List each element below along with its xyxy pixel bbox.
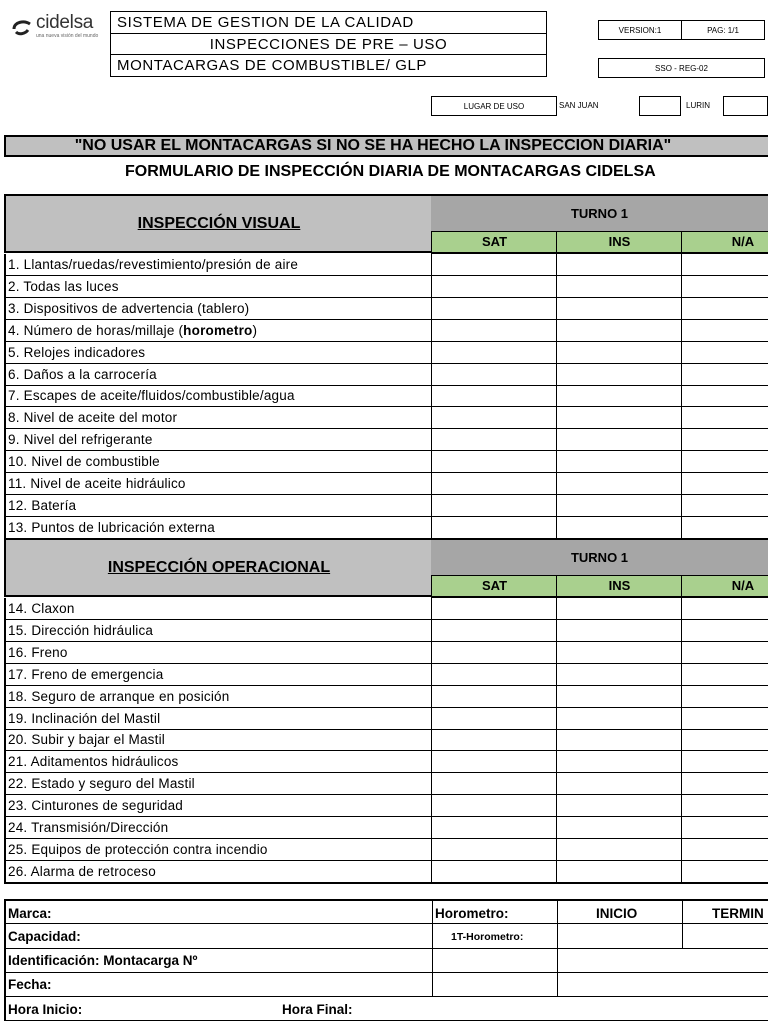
checklist-item-label: 2. Todas las luces — [8, 278, 119, 294]
operational-section-title: INSPECCIÓN OPERACIONAL — [107, 559, 331, 576]
checklist-row — [4, 664, 768, 686]
footer-row-hora — [4, 997, 768, 1021]
check-cell-ins[interactable] — [556, 473, 682, 494]
checklist-item-label: 20. Subir y bajar el Mastil — [8, 732, 165, 748]
check-cell-na[interactable] — [681, 342, 768, 363]
check-cell-sat[interactable] — [431, 429, 557, 450]
check-cell-ins[interactable] — [556, 817, 682, 838]
checklist-row — [4, 276, 768, 298]
check-cell-sat[interactable] — [431, 598, 557, 619]
check-cell-na[interactable] — [681, 817, 768, 838]
hora-inicio-label: Hora Inicio: — [8, 1002, 83, 1017]
check-cell-ins[interactable] — [556, 795, 682, 816]
location-lurin: LURIN — [686, 101, 711, 110]
checklist-item-label: 9. Nivel del refrigerante — [8, 432, 153, 448]
check-cell-ins[interactable] — [556, 451, 682, 472]
checklist-row — [4, 686, 768, 708]
checklist-item-label: 10. Nivel de combustible — [8, 454, 160, 470]
fecha-label: Fecha: — [8, 977, 52, 992]
checklist-item-label: 19. Inclinación del Mastil — [8, 710, 161, 726]
checklist-item-label: 25. Equipos de protección contra incendio — [8, 841, 268, 857]
checklist-row — [4, 254, 768, 276]
checklist-item-label: 3. Dispositivos de advertencia (tablero) — [8, 300, 250, 316]
checklist-item-label: 16. Freno — [8, 644, 68, 660]
operational-turno: TURNO 1 — [431, 538, 768, 575]
check-cell-na[interactable] — [681, 729, 768, 750]
t-horometro-termino-field[interactable] — [682, 924, 683, 948]
check-cell-sat[interactable] — [431, 642, 557, 663]
operational-col-sat: SAT — [431, 575, 557, 598]
visual-col-sat: SAT — [431, 231, 557, 254]
identificacion-label: Identificación: Montacarga Nº — [8, 953, 198, 968]
horometro-bold: horometro — [183, 322, 253, 338]
check-cell-ins[interactable] — [556, 385, 682, 406]
checklist-row — [4, 342, 768, 364]
check-cell-sat[interactable] — [431, 817, 557, 838]
version-box: VERSION:1 — [598, 20, 682, 40]
footer-row-identificacion — [4, 949, 768, 973]
check-cell-na[interactable] — [681, 451, 768, 472]
check-cell-sat[interactable] — [431, 729, 557, 750]
check-cell-sat[interactable] — [431, 861, 557, 882]
check-cell-sat[interactable] — [431, 708, 557, 729]
check-cell-ins[interactable] — [556, 517, 682, 538]
check-cell-sat[interactable] — [431, 495, 557, 516]
warning-banner: "NO USAR EL MONTACARGAS SI NO SE HA HECHO LA INSPECCION DIARIA" — [4, 135, 768, 157]
termino-label: TERMIN — [712, 906, 764, 921]
check-cell-ins[interactable] — [556, 708, 682, 729]
check-cell-sat[interactable] — [431, 620, 557, 641]
check-cell-sat[interactable] — [431, 451, 557, 472]
check-cell-ins[interactable] — [556, 495, 682, 516]
page-box: PAG: 1/1 — [681, 20, 765, 40]
location-san-juan: SAN JUAN — [559, 101, 599, 110]
checklist-row — [4, 729, 768, 751]
checklist-item-label: 13. Puntos de lubricación externa — [8, 519, 215, 535]
check-cell-sat[interactable] — [431, 320, 557, 341]
check-cell-ins[interactable] — [556, 642, 682, 663]
check-cell-na[interactable] — [681, 385, 768, 406]
checklist-item-label: 26. Alarma de retroceso — [8, 863, 156, 879]
check-cell-sat[interactable] — [431, 795, 557, 816]
checklist-item-label: 23. Cinturones de seguridad — [8, 798, 184, 814]
check-cell-ins[interactable] — [556, 686, 682, 707]
check-cell-ins[interactable] — [556, 598, 682, 619]
check-cell-sat[interactable] — [431, 773, 557, 794]
form-title: FORMULARIO DE INSPECCIÓN DIARIA DE MONTACARGAS CIDELSA — [125, 163, 656, 180]
check-cell-sat[interactable] — [431, 364, 557, 385]
checklist-row — [4, 773, 768, 795]
checklist-row — [4, 451, 768, 473]
title-line-2: INSPECCIONES DE PRE – USO — [111, 34, 546, 55]
check-cell-na[interactable] — [681, 861, 768, 882]
check-cell-ins[interactable] — [556, 664, 682, 685]
checklist-row — [4, 320, 768, 342]
check-cell-ins[interactable] — [556, 364, 682, 385]
checklist-row — [4, 861, 768, 883]
checklist-item-label: 17. Freno de emergencia — [8, 666, 164, 682]
check-cell-sat[interactable] — [431, 385, 557, 406]
operational-section-header — [4, 538, 432, 597]
checklist-item-label: 5. Relojes indicadores — [8, 344, 146, 360]
check-cell-na[interactable] — [681, 620, 768, 641]
checklist-row — [4, 620, 768, 642]
check-cell-na[interactable] — [681, 751, 768, 772]
check-cell-ins[interactable] — [556, 620, 682, 641]
checklist-row — [4, 385, 768, 407]
checklist-row — [4, 364, 768, 386]
marca-label: Marca: — [8, 906, 52, 921]
checklist-item-label: 18. Seguro de arranque en posición — [8, 688, 230, 704]
checklist-item-label: 7. Escapes de aceite/fluidos/combustible/agua — [8, 388, 295, 404]
check-cell-na[interactable] — [681, 473, 768, 494]
checklist-row — [4, 839, 768, 861]
brand-tagline: una nueva visión del mundo — [36, 33, 99, 39]
check-cell-ins[interactable] — [556, 429, 682, 450]
check-cell-na[interactable] — [681, 795, 768, 816]
location-label: LUGAR DE USO — [431, 96, 557, 116]
horometro-label: Horometro: — [435, 906, 509, 921]
checklist-item-label: 24. Transmisión/Dirección — [8, 820, 169, 835]
check-cell-na[interactable] — [681, 708, 768, 729]
visual-section-header — [4, 194, 432, 253]
checklist-row — [4, 473, 768, 495]
checklist-item-label: 21. Aditamentos hidráulicos — [8, 754, 179, 770]
check-cell-na[interactable] — [681, 276, 768, 297]
check-cell-na[interactable] — [681, 598, 768, 619]
check-cell-na[interactable] — [681, 642, 768, 663]
item4-close: ) — [252, 322, 258, 338]
inicio-label: INICIO — [596, 906, 638, 921]
check-cell-sat[interactable] — [431, 254, 557, 275]
check-cell-ins[interactable] — [556, 861, 682, 882]
check-cell-sat[interactable] — [431, 517, 557, 538]
hora-final-label: Hora Final: — [282, 1002, 353, 1017]
capacidad-label: Capacidad: — [8, 929, 81, 944]
san-juan-checkbox[interactable] — [639, 96, 681, 116]
checklist-item-label: 4. Número de horas/millaje ( — [8, 322, 184, 338]
code-box: SSO - REG-02 — [598, 58, 765, 78]
checklist-item-label: 14. Claxon — [8, 601, 75, 616]
visual-section-title: INSPECCIÓN VISUAL — [137, 215, 301, 232]
check-cell-sat[interactable] — [431, 664, 557, 685]
title-line-1: SISTEMA DE GESTION DE LA CALIDAD — [111, 12, 546, 34]
check-cell-ins[interactable] — [556, 254, 682, 275]
check-cell-sat[interactable] — [431, 686, 557, 707]
operational-col-ins: INS — [556, 575, 682, 598]
title-line-3: MONTACARGAS DE COMBUSTIBLE/ GLP — [117, 57, 428, 74]
check-cell-na[interactable] — [681, 686, 768, 707]
check-cell-sat[interactable] — [431, 298, 557, 319]
operational-col-na: N/A — [681, 575, 768, 598]
check-cell-ins[interactable] — [556, 342, 682, 363]
check-cell-na[interactable] — [681, 517, 768, 538]
check-cell-sat[interactable] — [431, 751, 557, 772]
check-cell-na[interactable] — [681, 664, 768, 685]
checklist-row — [4, 817, 768, 839]
checklist-row — [4, 598, 768, 620]
checklist-row — [4, 708, 768, 730]
check-cell-na[interactable] — [681, 773, 768, 794]
checklist-item-label: 15. Dirección hidráulica — [8, 622, 154, 638]
checklist-row — [4, 495, 768, 517]
brand-name: cidelsa — [36, 12, 94, 33]
check-cell-na[interactable] — [681, 407, 768, 428]
check-cell-ins[interactable] — [556, 773, 682, 794]
footer-row-capacidad — [4, 924, 768, 949]
check-cell-ins[interactable] — [556, 407, 682, 428]
visual-turno: TURNO 1 — [431, 194, 768, 231]
checklist-row — [4, 429, 768, 451]
check-cell-ins[interactable] — [556, 298, 682, 319]
check-cell-sat[interactable] — [431, 276, 557, 297]
checklist-item-label: 6. Daños a la carrocería — [8, 366, 157, 382]
checklist-item-label: 22. Estado y seguro del Mastil — [8, 776, 195, 792]
lurin-checkbox[interactable] — [723, 96, 768, 116]
check-cell-sat[interactable] — [431, 407, 557, 428]
checklist-item-label: 8. Nivel de aceite del motor — [8, 410, 178, 426]
check-cell-ins[interactable] — [556, 276, 682, 297]
check-cell-ins[interactable] — [556, 751, 682, 772]
check-cell-ins[interactable] — [556, 839, 682, 860]
check-cell-na[interactable] — [681, 364, 768, 385]
check-cell-na[interactable] — [681, 495, 768, 516]
check-cell-sat[interactable] — [431, 342, 557, 363]
footer-row-marca — [4, 899, 768, 924]
t-horometro-label: 1T-Horometro: — [451, 931, 524, 943]
checklist-row — [4, 517, 768, 539]
check-cell-sat[interactable] — [431, 839, 557, 860]
checklist-row — [4, 298, 768, 320]
t-horometro-inicio-field[interactable] — [557, 924, 558, 948]
checklist-item-label: 1. Llantas/ruedas/revestimiento/presión de aire — [8, 257, 299, 272]
check-cell-ins[interactable] — [556, 729, 682, 750]
check-cell-na[interactable] — [681, 320, 768, 341]
check-cell-na[interactable] — [681, 298, 768, 319]
checklist-item-label: 12. Batería — [8, 497, 77, 513]
document-title-box — [110, 11, 547, 77]
cidelsa-logo-icon — [10, 16, 32, 38]
checklist-item-label: 11. Nivel de aceite hidráulico — [8, 476, 186, 491]
check-cell-ins[interactable] — [556, 320, 682, 341]
checklist-row — [4, 751, 768, 773]
check-cell-sat[interactable] — [431, 473, 557, 494]
check-cell-na[interactable] — [681, 429, 768, 450]
check-cell-na[interactable] — [681, 254, 768, 275]
visual-col-na: N/A — [681, 231, 768, 254]
checklist-row — [4, 407, 768, 429]
footer-row-fecha — [4, 973, 768, 997]
visual-col-ins: INS — [556, 231, 682, 254]
checklist-row — [4, 642, 768, 664]
check-cell-na[interactable] — [681, 839, 768, 860]
checklist-item-label-wrap — [8, 323, 257, 338]
checklist-row — [4, 795, 768, 817]
